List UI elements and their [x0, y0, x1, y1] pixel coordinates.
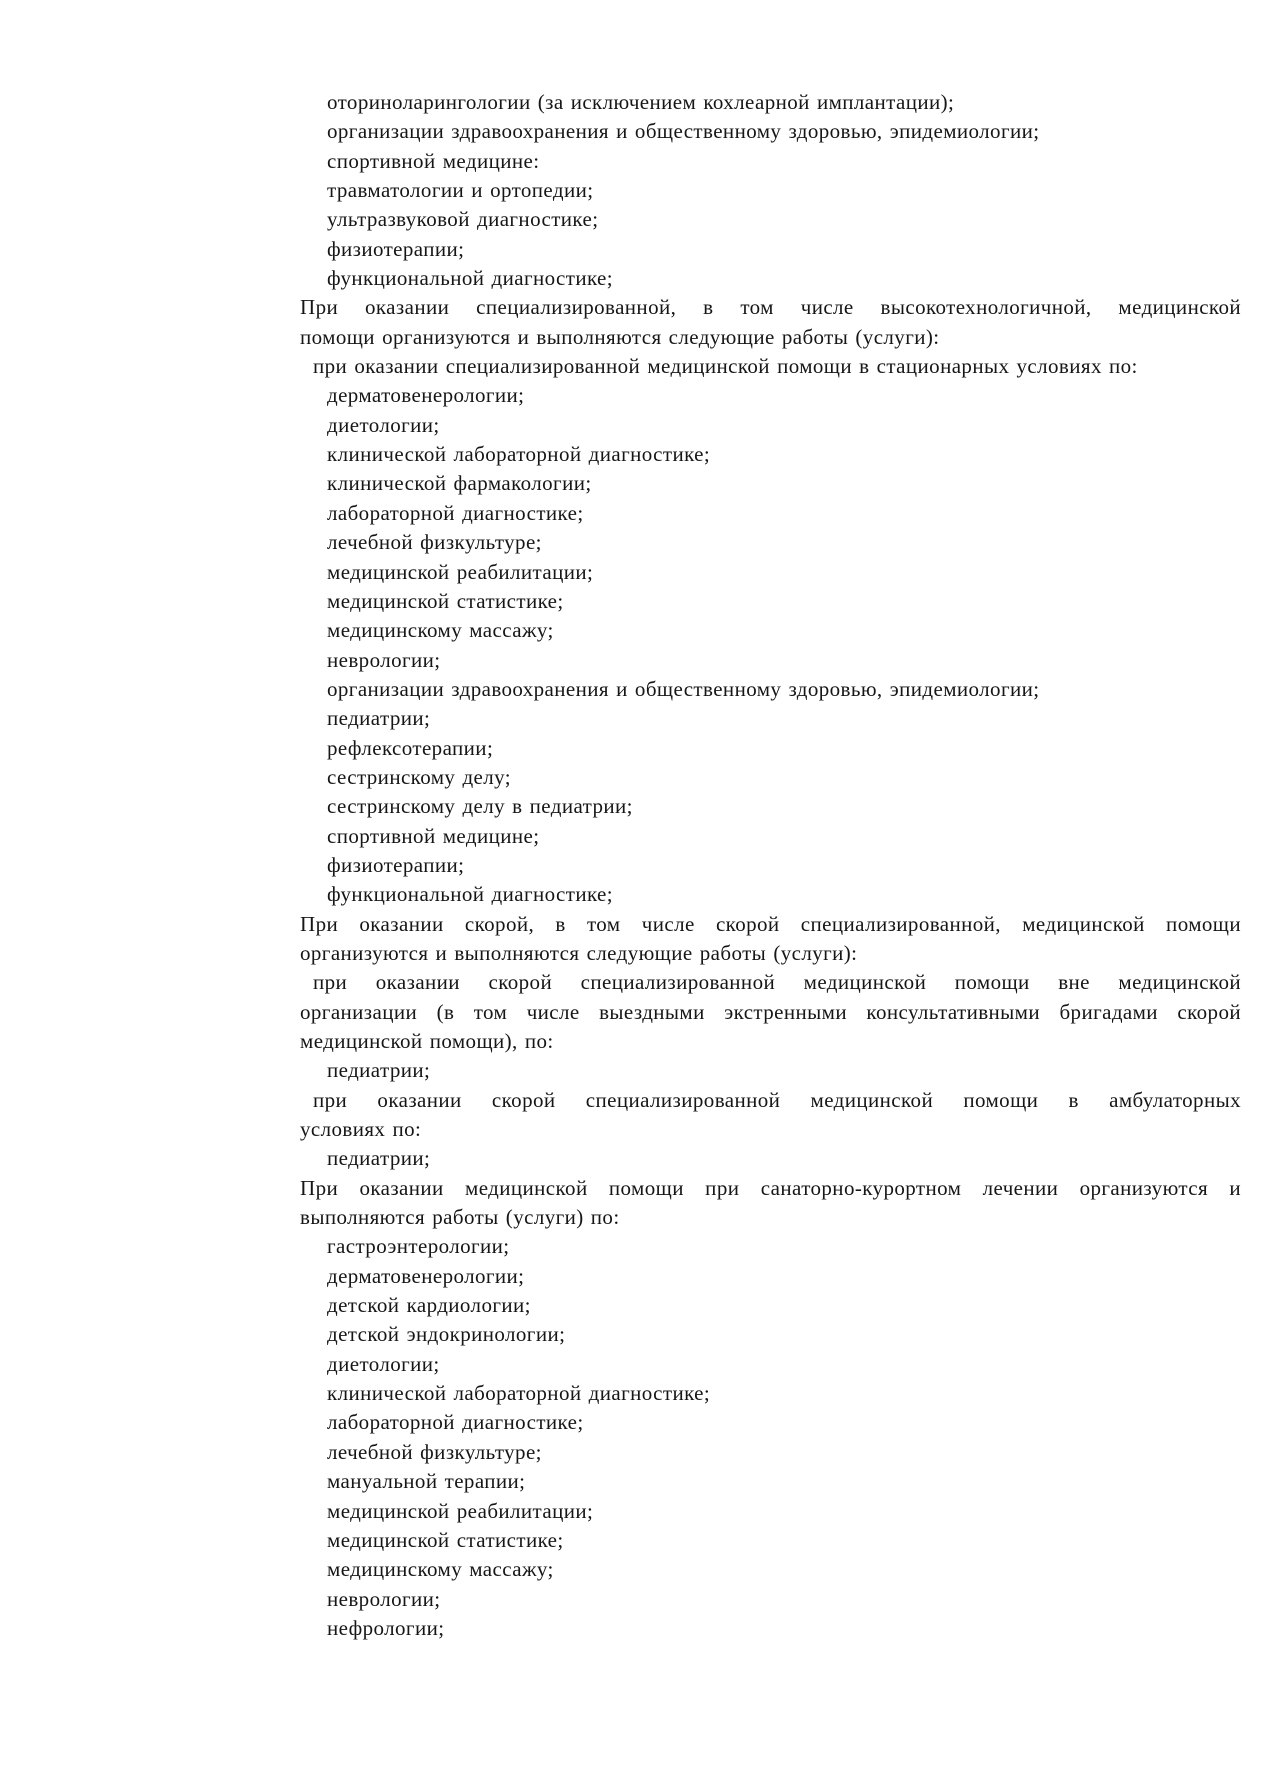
text-line: спортивной медицине: [327, 148, 540, 173]
text-line: детской эндокринологии; [327, 1322, 566, 1347]
text-line: организации здравоохранения и общественному здоровью, эпидемиологии; [327, 119, 1040, 144]
text-line: дерматовенерологии; [327, 1263, 525, 1288]
text-line: диетологии; [327, 412, 440, 437]
text-line: организуются и выполняются следующие работы (услуги): [300, 940, 858, 965]
text-line: клинической фармакологии; [327, 471, 592, 496]
text-line: ультразвуковой диагностике; [327, 207, 599, 232]
text-line: медицинской статистике; [327, 1527, 564, 1552]
text-line: функциональной диагностике; [327, 266, 614, 291]
text-line: рефлексотерапии; [327, 735, 494, 760]
text-line: сестринскому делу; [327, 764, 511, 789]
text-line: медицинскому массажу; [327, 618, 554, 643]
text-line: диетологии; [327, 1351, 440, 1376]
text-line: неврологии; [327, 1586, 441, 1611]
text-line: нефрологии; [327, 1615, 445, 1640]
text-line: педиатрии; [327, 706, 431, 731]
text-line: неврологии; [327, 647, 441, 672]
text-line: медицинской реабилитации; [327, 559, 594, 584]
text-line: медицинской реабилитации; [327, 1498, 594, 1523]
document-page [300, 88, 1241, 1643]
text-line: детской кардиологии; [327, 1293, 531, 1318]
text-line: лабораторной диагностике; [327, 500, 584, 525]
text-line: организации (в том числе выездными экстренными консультативными бригадами скорой [300, 999, 1241, 1024]
text-line: дерматовенерологии; [327, 383, 525, 408]
text-line: мануальной терапии; [327, 1469, 526, 1494]
text-line: сестринскому делу в педиатрии; [327, 794, 633, 819]
text-line: при оказании скорой специализированной медицинской помощи в амбулаторных [313, 1087, 1241, 1112]
text-line: клинической лабораторной диагностике; [327, 442, 711, 467]
text-line: медицинской помощи), по: [300, 1029, 554, 1053]
text-line: педиатрии; [327, 1058, 431, 1083]
text-line: физиотерапии; [327, 852, 465, 877]
text-line: физиотерапии; [327, 236, 465, 261]
text-line: При оказании специализированной, в том числе высокотехнологичной, медицинской [300, 295, 1241, 320]
text-line: При оказании медицинской помощи при санаторно-курортном лечении организуются и [300, 1175, 1241, 1200]
text-line: при оказании скорой специализированной медицинской помощи вне медицинской [313, 970, 1241, 995]
text-line: При оказании скорой, в том числе скорой специализированной, медицинской помощи [300, 911, 1241, 936]
text-line: медицинской статистике; [327, 588, 564, 613]
text-line: спортивной медицине; [327, 823, 540, 848]
text-line: лечебной физкультуре; [327, 1439, 542, 1464]
text-line: при оказании специализированной медицинской помощи в стационарных условиях по: [313, 354, 1138, 379]
text-line: травматологии и ортопедии; [327, 178, 594, 203]
text-line: медицинскому массажу; [327, 1557, 554, 1582]
text-line: условиях по: [300, 1117, 422, 1142]
text-line: оториноларингологии (за исключением кохлеарной имплантации); [327, 90, 955, 114]
text-line: организации здравоохранения и общественному здоровью, эпидемиологии; [327, 676, 1040, 701]
text-line: педиатрии; [327, 1146, 431, 1171]
text-line: лечебной физкультуре; [327, 530, 542, 555]
text-line: клинической лабораторной диагностике; [327, 1381, 711, 1406]
text-line: гастроэнтерологии; [327, 1234, 510, 1259]
text-line: функциональной диагностике; [327, 882, 614, 907]
text-line: помощи организуются и выполняются следующие работы (услуги): [300, 324, 940, 349]
text-line: лабораторной диагностике; [327, 1410, 584, 1435]
text-line: выполняются работы (услуги) по: [300, 1205, 620, 1230]
